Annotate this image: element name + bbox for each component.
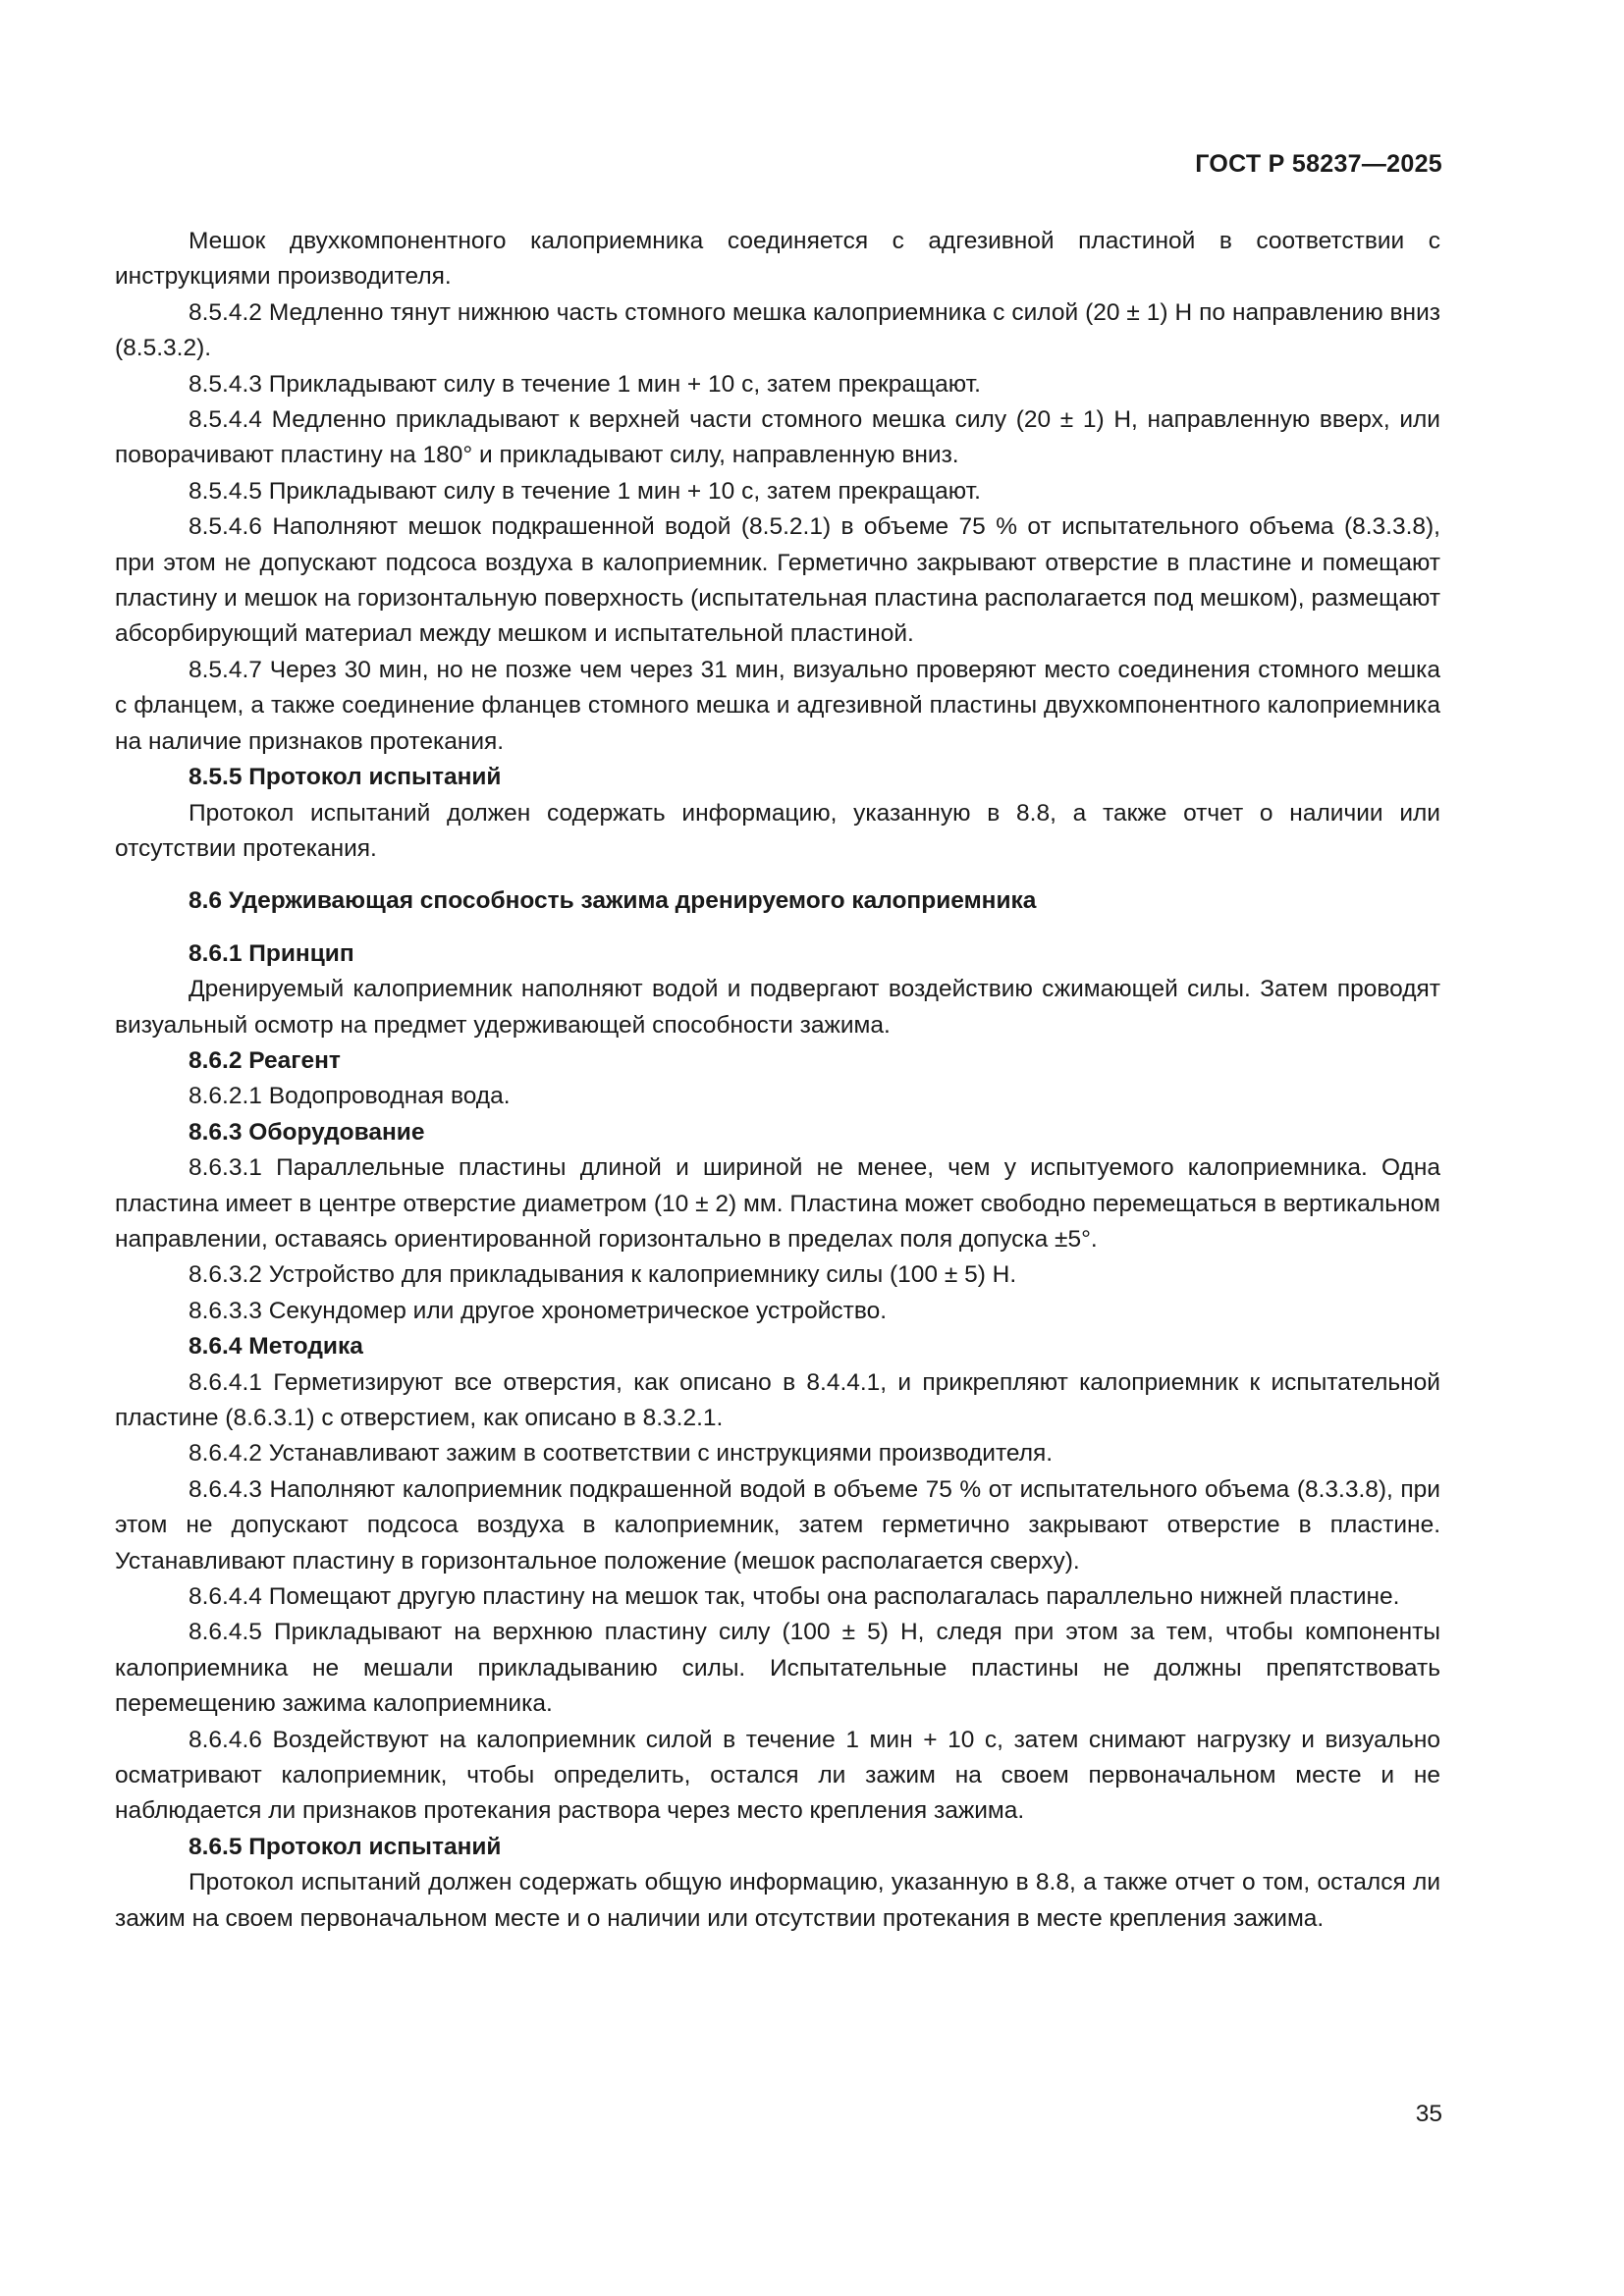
subheading-8-5-5: 8.5.5 Протокол испытаний	[189, 764, 502, 791]
subheading-8-6-1: 8.6.1 Принцип	[189, 939, 354, 967]
clause-8-5-4-6: 8.5.4.6 Наполняют мешок подкрашенной водой (8.5.2.1) в объеме 75 % от испытательного объема (8.3.3.8), при этом не допускают подсоса воздуха в калоприемник. Герметично закрывают отверстие в пластине и помещают пластину и мешок на горизонтальную поверхность (испытательная пластина располагается под мешком), размещают абсорбирующий материал между мешком и испытательной пластиной.	[115, 513, 1440, 648]
body-paragraph: Протокол испытаний должен содержать общую информацию, указанную в 8.8, а также отчет о том, остался ли зажим на своем первоначальном месте и о наличии или отсутствии протекания в месте крепления зажима.	[115, 1869, 1440, 1932]
subheading-8-6-2: 8.6.2 Реагент	[189, 1046, 341, 1074]
clause-8-6-4-1: 8.6.4.1 Герметизируют все отверстия, как описано в 8.4.4.1, и прикрепляют калоприемник к испытательной пластине (8.6.3.1) с отверстием, как описано в 8.3.2.1.	[115, 1368, 1440, 1431]
document-body	[115, 224, 1440, 1937]
page-number: 35	[1415, 2101, 1442, 2127]
body-paragraph: Протокол испытаний должен содержать информацию, указанную в 8.8, а также отчет о наличии или отсутствии протекания.	[115, 799, 1440, 862]
body-paragraph: Мешок двухкомпонентного калоприемника соединяется с адгезивной пластиной в соответствии с инструкциями производителя.	[115, 228, 1440, 291]
clause-8-6-4-3: 8.6.4.3 Наполняют калоприемник подкрашенной водой в объеме 75 % от испытательного объема (8.3.3.8), при этом не допускают подсоса воздуха в калоприемник, затем герметично закрывают отверстие в пластине. Устанавливают пластину в горизонтальное положение (мешок располагается сверху).	[115, 1475, 1440, 1575]
clause-8-6-3-2: 8.6.3.2 Устройство для прикладывания к калоприемнику силы (100 ± 5) Н.	[189, 1261, 1017, 1289]
document-header: ГОСТ Р 58237—2025	[1195, 150, 1442, 178]
clause-8-6-3-1: 8.6.3.1 Параллельные пластины длиной и шириной не менее, чем у испытуемого калоприемника. Одна пластина имеет в центре отверстие диаметром (10 ± 2) мм. Пластина может свободно перемещаться в вертикальном направлении, оставаясь ориентированной горизонтально в пределах поля допуска ±5°.	[115, 1154, 1440, 1253]
subheading-8-6-3: 8.6.3 Оборудование	[189, 1118, 425, 1146]
clause-8-6-4-5: 8.6.4.5 Прикладывают на верхнюю пластину силу (100 ± 5) Н, следя при этом за тем, чтобы компоненты калоприемника не мешали прикладыванию силы. Испытательные пластины не должны препятствовать перемещению зажима калоприемника.	[115, 1619, 1440, 1718]
clause-8-5-4-7: 8.5.4.7 Через 30 мин, но не позже чем через 31 мин, визуально проверяют место соединения стомного мешка с фланцем, а также соединение фланцев стомного мешка и адгезивной пластины двухкомпонентного калоприемника на наличие признаков протекания.	[115, 656, 1440, 755]
subheading-8-6-4: 8.6.4 Методика	[189, 1333, 363, 1361]
clause-8-6-4-4: 8.6.4.4 Помещают другую пластину на мешок так, чтобы она располагалась параллельно нижней пластине.	[189, 1583, 1400, 1611]
section-heading-8-6: 8.6 Удерживающая способность зажима дренируемого калоприемника	[189, 887, 1037, 915]
clause-8-6-4-6: 8.6.4.6 Воздействуют на калоприемник силой в течение 1 мин + 10 с, затем снимают нагрузку и визуально осматривают калоприемник, чтобы определить, остался ли зажим на своем первоначальном месте и не наблюдается ли признаков протекания раствора через место крепления зажима.	[115, 1726, 1440, 1825]
clause-8-6-3-3: 8.6.3.3 Секундомер или другое хронометрическое устройство.	[189, 1297, 888, 1324]
body-paragraph: Дренируемый калоприемник наполняют водой и подвергают воздействию сжимающей силы. Затем проводят визуальный осмотр на предмет удерживающей способности зажима.	[115, 976, 1440, 1039]
clause-8-6-2-1: 8.6.2.1 Водопроводная вода.	[189, 1083, 511, 1110]
subheading-8-6-5: 8.6.5 Протокол испытаний	[189, 1833, 502, 1860]
clause-8-5-4-3: 8.5.4.3 Прикладывают силу в течение 1 мин + 10 с, затем прекращают.	[189, 370, 981, 398]
clause-8-5-4-4: 8.5.4.4 Медленно прикладывают к верхней части стомного мешка силу (20 ± 1) Н, направленную вверх, или поворачивают пластину на 180° и прикладывают силу, направленную вниз.	[115, 406, 1440, 469]
clause-8-6-4-2: 8.6.4.2 Устанавливают зажим в соответствии с инструкциями производителя.	[189, 1440, 1054, 1468]
clause-8-5-4-2: 8.5.4.2 Медленно тянут нижнюю часть стомного мешка калоприемника с силой (20 ± 1) Н по направлению вниз (8.5.3.2).	[115, 298, 1440, 362]
clause-8-5-4-5: 8.5.4.5 Прикладывают силу в течение 1 мин + 10 с, затем прекращают.	[189, 477, 981, 505]
